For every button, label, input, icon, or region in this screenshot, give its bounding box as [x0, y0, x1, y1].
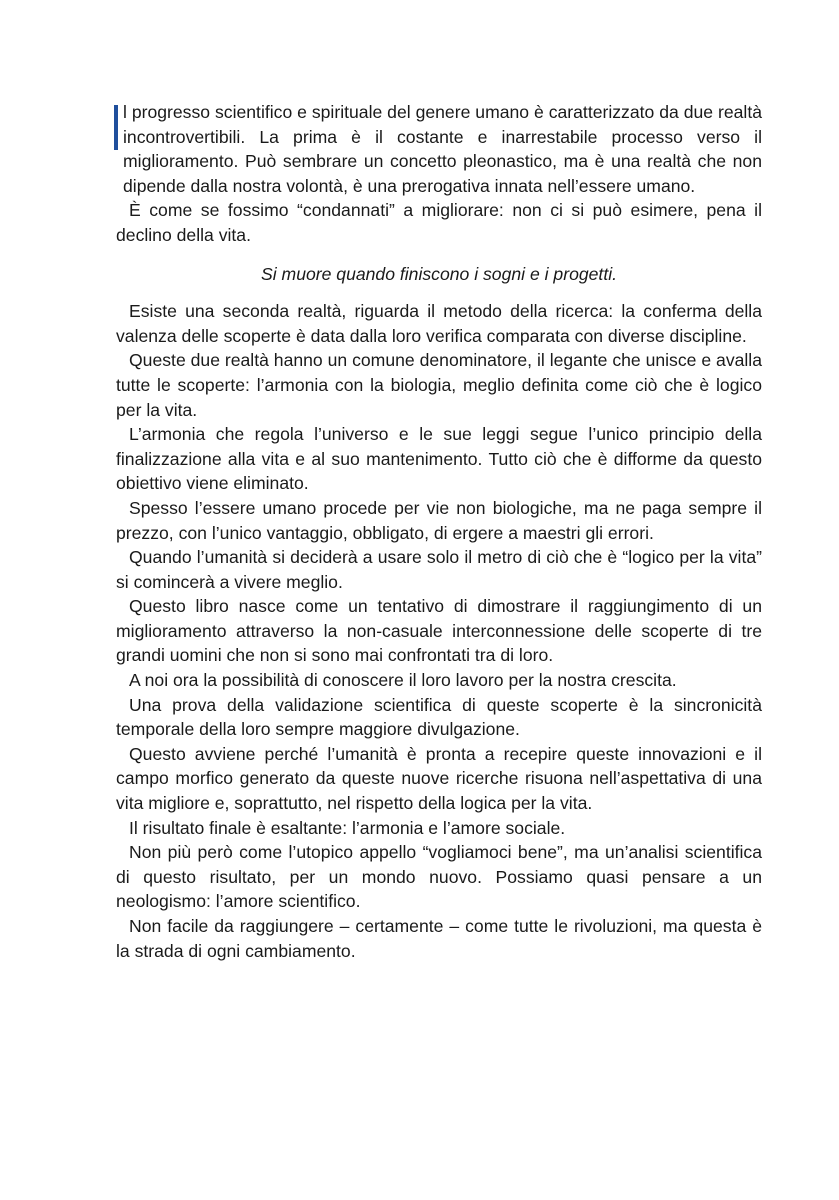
paragraph: Il risultato finale è esaltante: l’armonia e l’amore sociale. — [129, 817, 566, 838]
paragraph: Spesso l’essere umano procede per vie non biologiche, ma ne paga sempre il prezzo, con l’unico vantaggio, obbligato, di ergere a maestri gli errori. — [116, 497, 762, 543]
opening-paragraph — [116, 100, 762, 198]
paragraph: Non facile da raggiungere – certamente – come tutte le rivoluzioni, ma questa è la strada di ogni cambiamento. — [116, 916, 762, 961]
paragraph: Questo libro nasce come un tentativo di dimostrare il raggiungimento di un miglioramento attraverso la non-casuale interconnessione delle scoperte di tre grandi uomini che non si sono mai confrontati tra di loro. — [116, 596, 762, 666]
paragraph: Quando l’umanità si deciderà a usare solo il metro di ciò che è “logico per la vita” si comincerà a vivere meglio. — [116, 547, 762, 592]
drop-cap-bar — [114, 105, 118, 150]
paragraph: Una prova della validazione scientifica di queste scoperte è la sincronicità temporale della loro sempre maggiore divulgazione. — [116, 694, 762, 740]
paragraph: Questo avviene perché l’umanità è pronta a recepire queste innovazioni e il campo morfico generato da queste nuove ricerche risuona nell’aspettativa di una vita migliore e, soprattutto, nel rispetto della logica per la vita. — [116, 743, 762, 814]
paragraph: Non più però come l’utopico appello “vogliamoci bene”, ma un’analisi scientifica di questo risultato, per un mondo nuovo. Possiamo quasi pensare a un neologismo: l’amore scientifico. — [116, 842, 762, 912]
paragraph: A noi ora la possibilità di conoscere il loro lavoro per la nostra crescita. — [129, 670, 677, 691]
paragraph: L’armonia che regola l’universo e le sue leggi segue l’unico principio della finalizzazione alla vita e al suo mantenimento. Tutto ciò che è difforme da questo obiettivo viene eliminato. — [116, 424, 762, 494]
italic-quote: Si muore quando finiscono i sogni e i progetti. — [261, 263, 617, 284]
paragraph: Queste due realtà hanno un comune denominatore, il legante che unisce e avalla tutte le scoperte: l’armonia con la biologia, meglio definita come ciò che è logico per la vita. — [116, 350, 762, 420]
paragraph: È come se fossimo “condannati” a migliorare: non ci si può esimere, pena il declino della vita. — [116, 200, 762, 245]
page-body — [116, 100, 762, 963]
opening-paragraph-text: l progresso scientifico e spirituale del genere umano è caratterizzato da due realtà incontrovertibili. La prima è il costante e inarrestabile processo verso il miglioramento. Può sembrare un concetto pleonastico, ma è una realtà che non dipende dalla nostra volontà, è una prerogativa innata nell’essere umano. — [123, 102, 762, 196]
paragraph: Esiste una seconda realtà, riguarda il metodo della ricerca: la conferma della valenza delle scoperte è data dalla loro verifica comparata con diverse discipline. — [116, 301, 762, 346]
